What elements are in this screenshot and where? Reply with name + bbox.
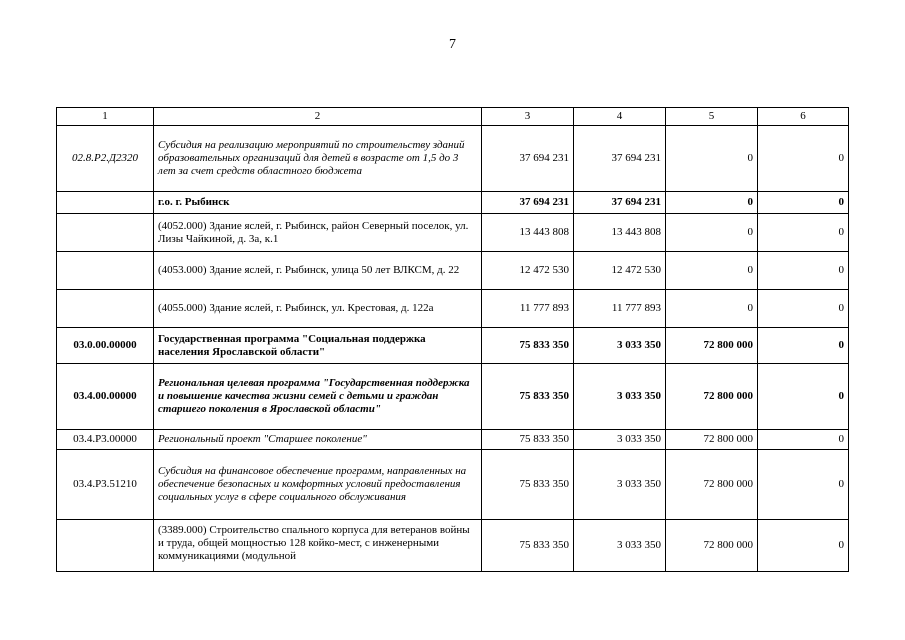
row-col6-value: 0 <box>758 328 849 364</box>
column-header-4: 4 <box>574 108 666 126</box>
table-row <box>57 252 849 290</box>
row-col6-value: 0 <box>758 450 849 520</box>
row-col3-value: 75 833 350 <box>482 430 574 450</box>
row-col4-value: 3 033 350 <box>574 364 666 430</box>
row-col6-value: 0 <box>758 192 849 214</box>
page-number: 7 <box>449 37 456 52</box>
row-name: (3389.000) Строительство спального корпуса для ветеранов войны и труда, общей мощностью 128 койко-мест, с инженерными коммуникациями (модульной <box>154 520 482 572</box>
table-row <box>57 328 849 364</box>
row-col4-value: 3 033 350 <box>574 520 666 572</box>
row-col4-value: 3 033 350 <box>574 328 666 364</box>
row-col4-value: 13 443 808 <box>574 214 666 252</box>
row-name: (4055.000) Здание яслей, г. Рыбинск, ул. Крестовая, д. 122а <box>154 290 482 328</box>
row-code <box>57 214 154 252</box>
row-col3-value: 12 472 530 <box>482 252 574 290</box>
column-header-1: 1 <box>57 108 154 126</box>
row-col3-value: 75 833 350 <box>482 328 574 364</box>
column-header-2: 2 <box>154 108 482 126</box>
row-col6-value: 0 <box>758 214 849 252</box>
row-code: 03.4.Р3.00000 <box>57 430 154 450</box>
row-code <box>57 520 154 572</box>
row-code: 02.8.Р2.Д2320 <box>57 126 154 192</box>
row-col5-value: 0 <box>666 192 758 214</box>
row-code <box>57 290 154 328</box>
row-col3-value: 13 443 808 <box>482 214 574 252</box>
row-name: Субсидия на финансовое обеспечение программ, направленных на обеспечение безопасных и комфортных условий предоставления социальных услуг в сфере социального обслуживания <box>154 450 482 520</box>
row-name: (4053.000) Здание яслей, г. Рыбинск, улица 50 лет ВЛКСМ, д. 22 <box>154 252 482 290</box>
row-col4-value: 37 694 231 <box>574 192 666 214</box>
row-col3-value: 37 694 231 <box>482 126 574 192</box>
budget-table <box>56 107 849 572</box>
table-header-row <box>57 108 849 126</box>
row-col5-value: 72 800 000 <box>666 450 758 520</box>
table-row <box>57 192 849 214</box>
column-header-3: 3 <box>482 108 574 126</box>
row-col3-value: 75 833 350 <box>482 520 574 572</box>
row-code: 03.4.Р3.51210 <box>57 450 154 520</box>
table-row <box>57 450 849 520</box>
column-header-5: 5 <box>666 108 758 126</box>
row-col4-value: 11 777 893 <box>574 290 666 328</box>
row-col6-value: 0 <box>758 430 849 450</box>
row-name: (4052.000) Здание яслей, г. Рыбинск, район Северный поселок, ул. Лизы Чайкиной, д. 3а, к.1 <box>154 214 482 252</box>
row-col6-value: 0 <box>758 364 849 430</box>
row-col5-value: 72 800 000 <box>666 328 758 364</box>
row-col5-value: 0 <box>666 214 758 252</box>
row-col5-value: 0 <box>666 290 758 328</box>
row-col3-value: 75 833 350 <box>482 450 574 520</box>
table-row <box>57 520 849 572</box>
row-col6-value: 0 <box>758 290 849 328</box>
row-name: Региональная целевая программа "Государственная поддержка и повышение качества жизни семей с детьми и граждан старшего поколения в Ярославской области" <box>154 364 482 430</box>
row-name: Государственная программа "Социальная поддержка населения Ярославской области" <box>154 328 482 364</box>
row-col5-value: 0 <box>666 252 758 290</box>
row-col3-value: 11 777 893 <box>482 290 574 328</box>
row-code: 03.0.00.00000 <box>57 328 154 364</box>
row-col3-value: 75 833 350 <box>482 364 574 430</box>
row-name: г.о. г. Рыбинск <box>154 192 482 214</box>
row-col5-value: 72 800 000 <box>666 364 758 430</box>
table-row <box>57 126 849 192</box>
row-col4-value: 12 472 530 <box>574 252 666 290</box>
row-name: Региональный проект "Старшее поколение" <box>154 430 482 450</box>
row-code <box>57 192 154 214</box>
row-col6-value: 0 <box>758 126 849 192</box>
row-col6-value: 0 <box>758 520 849 572</box>
row-col6-value: 0 <box>758 252 849 290</box>
table-row <box>57 290 849 328</box>
column-header-6: 6 <box>758 108 849 126</box>
row-col5-value: 72 800 000 <box>666 430 758 450</box>
row-col4-value: 3 033 350 <box>574 450 666 520</box>
row-col5-value: 0 <box>666 126 758 192</box>
table-row <box>57 364 849 430</box>
row-col3-value: 37 694 231 <box>482 192 574 214</box>
row-name: Субсидия на реализацию мероприятий по строительству зданий образовательных организаций для детей в возрасте от 1,5 до 3 лет за счет средств областного бюджета <box>154 126 482 192</box>
row-code: 03.4.00.00000 <box>57 364 154 430</box>
row-col4-value: 3 033 350 <box>574 430 666 450</box>
row-col4-value: 37 694 231 <box>574 126 666 192</box>
table-row <box>57 214 849 252</box>
table-row <box>57 430 849 450</box>
row-col5-value: 72 800 000 <box>666 520 758 572</box>
row-code <box>57 252 154 290</box>
